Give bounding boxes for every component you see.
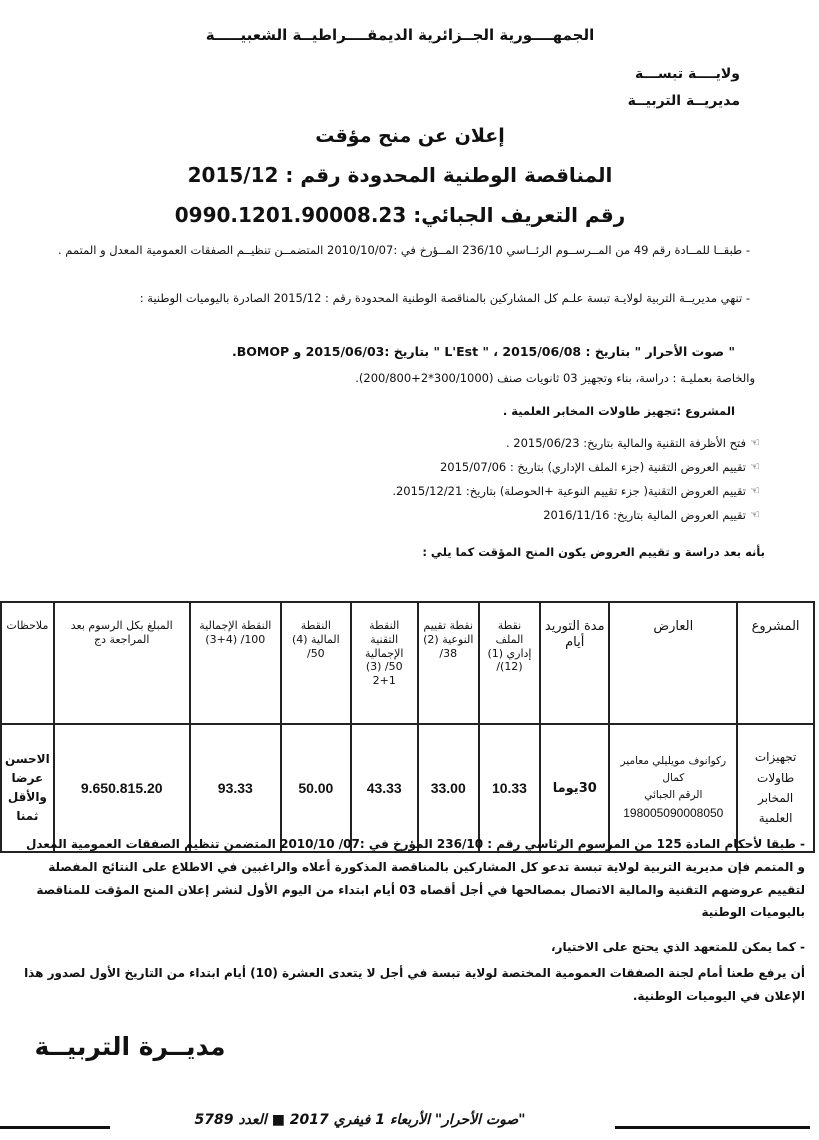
pointer-icon: ☜: [750, 460, 760, 473]
conclusion-line: بأنه بعد دراسة و تقييم العروض يكون المنح المؤقت كما يلي :: [422, 545, 765, 559]
col-amount: المبلغ بكل الرسوم بعد المراجعة دج: [54, 602, 190, 724]
cell-project: تجهيزات طاولات المخابر العلمية: [737, 724, 814, 852]
bidder-tax-label: الرقم الجبائي: [644, 788, 703, 801]
paragraph-article-125: - طبقا لأحكام المادة 125 من المرسوم الرئاسي رقم : 236/10 المؤرخ في :07/ 2010/10 المتضمن تنظيم الصفقات العمومية المعدل و المتمم فإن مديرية التربية لولاية تبسة تدعو كل المشاركين بالمناقصة المذكورة أعلاه والراغبين في الاطلاع على النتائج المفصلة لتقييم عروضهم التقنية والمالية الاتصال بمصالحها في أجل أقصاه 03 أيام ابتداء من اليوم الأول لنشر إعلان المنح المؤقت للمناقصة باليوميات الوطنية: [25, 837, 805, 920]
cell-technical-total: 43.33: [351, 724, 418, 852]
tender-title: المناقصة الوطنية المحدودة رقم : 2015/12: [187, 163, 613, 187]
col-bidder: العارض: [609, 602, 737, 724]
date-item: ☜ تقييم العروض التقنية (جزء الملف الإداري) بتاريخ : 2015/07/06: [439, 460, 760, 474]
paragraph-appeal: أن يرفع طعنا أمام لجنة الصفقات العمومية المختصة لولاية تبسة في أجل لا يتعدى العشرة (10) أيام ابتداء من التاريخ الأول لصدور هذا الإعلان في اليوميات الوطنية.: [24, 966, 805, 1003]
pointer-icon: ☜: [750, 436, 760, 449]
dates-list: [220, 435, 760, 531]
cell-remarks: الاحسن عرضا والأقل ثمنا: [1, 724, 54, 852]
col-financial-score: النقطة المالية (4) 50/: [281, 602, 351, 724]
date-item: ☜ تقييم العروض التقنية( جزء تقييم النوعية +الحوصلة) بتاريخ: 2015/12/21.: [392, 484, 760, 498]
footer-rule-right: [615, 1126, 810, 1129]
wilaya-label: ولايــــة تبســـة: [635, 66, 740, 82]
bidder-tax-number: 198005090008050: [623, 805, 724, 820]
col-project: المشروع: [737, 602, 814, 724]
footer-rule-left: [0, 1126, 110, 1129]
republic-header: الجمهــــورية الجــزائرية الديمقــــراطيــة الشعبيـــــة: [205, 26, 595, 44]
pointer-icon: ☜: [750, 508, 760, 521]
pointer-icon: ☜: [750, 484, 760, 497]
directorate-label: مديريــة التربيــة: [627, 93, 740, 109]
tax-id-title: رقم التعريف الجبائي: 0990.1201.90008.23: [174, 203, 626, 227]
col-technical-total: النقطة التقنية الإجمالية 50/ (3) 1+2: [351, 602, 418, 724]
cell-admin-score: 10.33: [479, 724, 540, 852]
footer-text: "صوت الأحرار" الأربعاء 1 فيفري 2017 ■ العدد 5789: [194, 1112, 526, 1128]
cell-amount: 9.650.815.20: [54, 724, 190, 852]
col-admin-score: نقطة الملف إداري (1)(12)/: [479, 602, 540, 724]
paragraph-operation: والخاصة بعمليـة : دراسة، بناء وتجهيز 03 ثانويات صنف (300/1000*2+200/800).: [355, 371, 755, 385]
cell-overall-score: 93.33: [190, 724, 281, 852]
project-line: المشروع :تجهيز طاولات المخابر العلمية .: [502, 404, 735, 418]
col-duration: مدة التوريد أيام: [540, 602, 609, 724]
paragraph-decree: - طبقــا للمــادة رقم 49 من المــرســوم الرئــاسي 236/10 المــؤرخ في :2010/10/07 المتضمــن تنظيــم الصفقات العمومية المعدل و المتمم .: [57, 243, 750, 257]
paragraph-appeal-intro: - كما يمكن للمتعهد الذي يحتج على الاختيار،: [550, 940, 805, 954]
date-item: ☜ تقييم العروض المالية بتاريخ: 2016/11/16: [543, 508, 760, 522]
results-table: [0, 601, 815, 853]
signature-title: مديــرة التربيــة: [34, 1032, 226, 1061]
date-item: ☜ فتح الأظرفة التقنية والمالية بتاريخ: 2015/06/23 .: [505, 436, 760, 450]
col-quality-score: نقطة تقييم النوعية (2) 38/: [418, 602, 479, 724]
cell-duration: 30يوما: [540, 724, 609, 852]
table-header-row: [1, 602, 814, 724]
col-overall-score: النقطة الإجمالية 100/ (4+3): [190, 602, 281, 724]
paragraph-newspapers: " صوت الأحرار " بتاريخ : 2015/06/08 ، " L'Est " بتاريخ :2015/06/03 و BOMOP.: [232, 344, 735, 359]
bidder-name: ركوانوف مويليلي معامير كمال: [620, 755, 727, 784]
paragraph-notice: - تنهي مديريــة التربية لولايـة تبسة علـم كل المشاركين بالمناقصة الوطنية المحدودة رقم : 2015/12 الصادرة باليوميات الوطنية :: [139, 291, 750, 305]
cell-financial-score: 50.00: [281, 724, 351, 852]
col-remarks: ملاحظات: [1, 602, 54, 724]
announcement-title: إعلان عن منح مؤقت: [315, 125, 505, 147]
cell-quality-score: 33.00: [418, 724, 479, 852]
